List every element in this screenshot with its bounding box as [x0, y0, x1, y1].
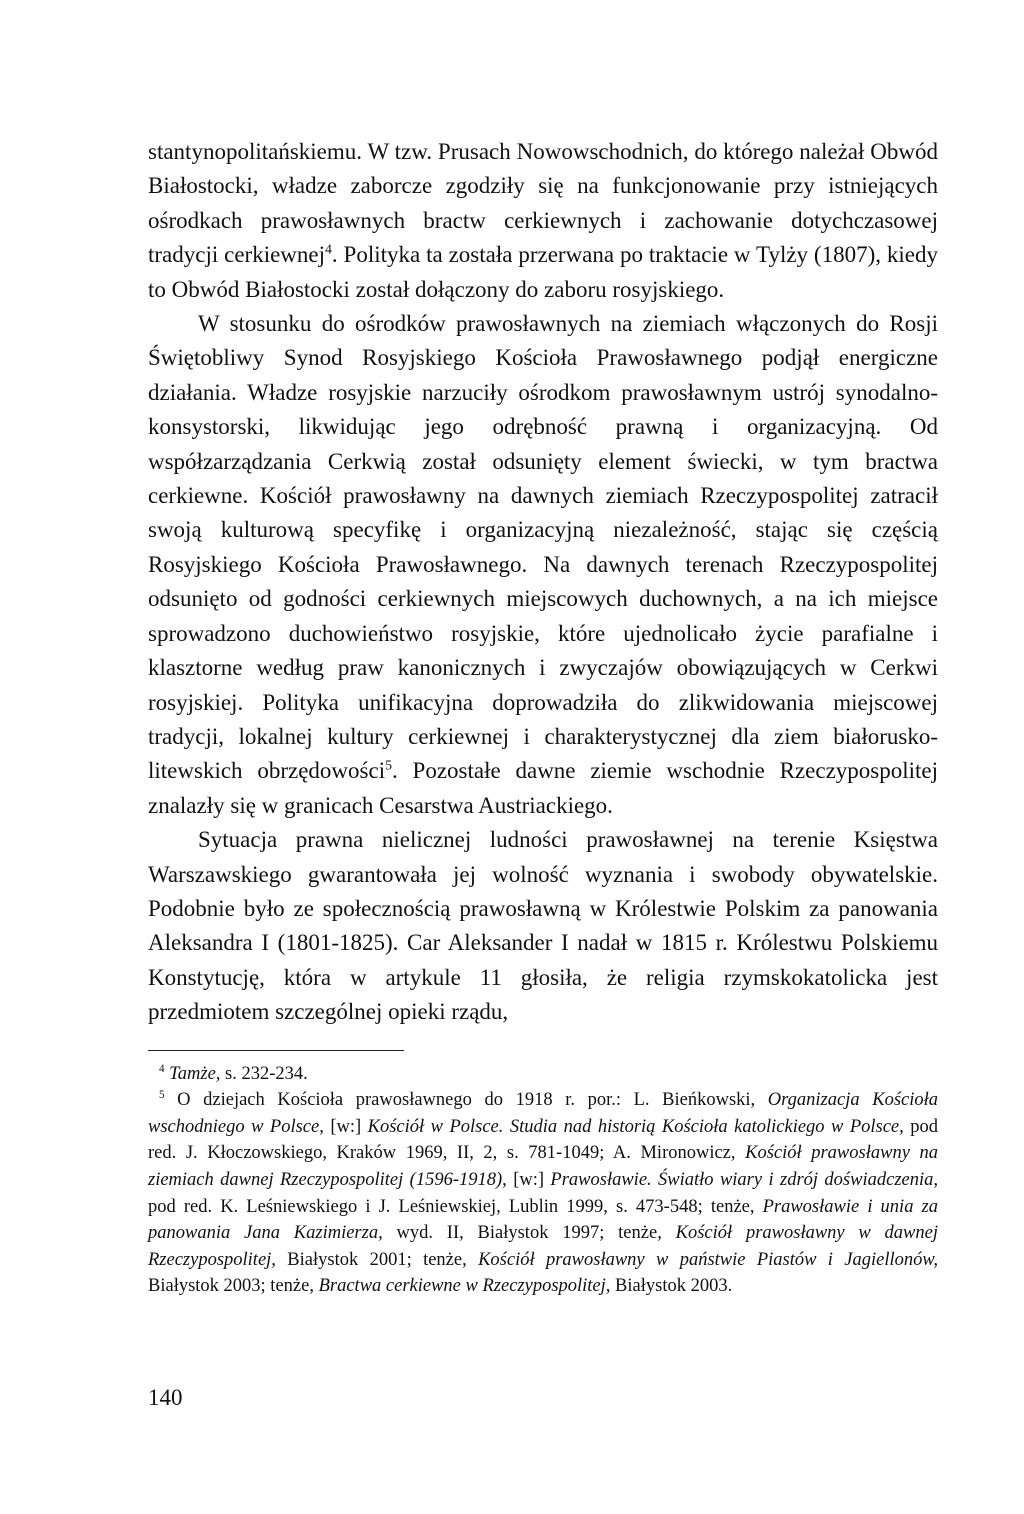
- footnote-4: [148, 1061, 938, 1088]
- body-text: [148, 135, 938, 1030]
- footnote-5-text-2: [w:]: [323, 1116, 368, 1137]
- footnote-5-title-4: Prawosławie. Światło wiary i zdrój doświadczenia,: [550, 1169, 938, 1190]
- footnote-5-text-5: pod red. K. Leśniewskiego i J. Leśniewskiej, Lublin 1999, s. 473-548; tenże,: [148, 1196, 763, 1217]
- footnote-5-title-2: Kościół w Polsce. Studia nad historią Kościoła katolickiego w Polsce,: [367, 1116, 904, 1137]
- footnotes: [148, 1061, 938, 1300]
- footnote-5-text-7: Białystok 2001; tenże,: [275, 1249, 479, 1270]
- footnote-5-text-6: wyd. II, Białystok 1997; tenże,: [382, 1223, 676, 1244]
- footnote-5-text-3: pod red. J. Kłoczowskiego, Kraków 1969, II, 2, s. 781-1049; A. Mironowicz,: [148, 1116, 939, 1164]
- paragraph-1-tail: . Polityka ta została przerwana po traktacie w Tylży (1807), kiedy to Obwód Białostocki został dołączony do zaboru rosyjskiego.: [148, 242, 938, 302]
- footnote-5-text-8: Białystok 2003; tenże,: [148, 1276, 319, 1297]
- footnote-4-mark: 4: [159, 1062, 165, 1075]
- footnote-ref-5: 5: [385, 757, 392, 773]
- footnote-5-title-5: Prawosławie i unia za panowania Jana Kazimierza,: [148, 1196, 938, 1244]
- footnote-4-text: s. 232-234.: [220, 1063, 308, 1084]
- paragraph-2-text: W stosunku do ośrodków prawosławnych na ziemiach włączonych do Rosji Świętobliwy Synod Rosyjskiego Kościoła Prawosławnego podjął energiczne działania. Władze rosyjskie narzuciły ośrodkom prawosławnym ustrój synodalno-konsystorski, likwidując jego odrębność prawną i organizacyjną. Od współzarządzania Cerkwią został odsunięty element świecki, w tym bractwa cerkiewne. Kościół prawosławny na dawnych ziemiach Rzeczypospolitej zatracił swoją kulturową specyfikę i organizacyjną niezależność, stając się częścią Rosyjskiego Kościoła Prawosławnego. Na dawnych terenach Rzeczypospolitej odsunięto od godności cerkiewnych miejscowych duchownych, a na ich miejsce sprowadzono duchowieństwo rosyjskie, które ujednolicało życie parafialne i klasztorne według praw kanonicznych i zwyczajów obowiązujących w Cerkwi rosyjskiej. Polityka unifikacyjna doprowadziła do zlikwidowania miejscowej tradycji, lokalnej kultury cerkiewnej i charakterystycznej dla ziem białorusko-litewskich obrzędowości: [148, 311, 938, 784]
- footnote-5-title-3: Kościół prawosławny na ziemiach dawnej Rzeczypospolitej (1596-1918),: [148, 1143, 938, 1190]
- footnote-5-title-8: Bractwa cerkiewne w Rzeczypospolitej,: [318, 1276, 611, 1297]
- paragraph-1: [148, 135, 938, 307]
- footnote-ref-4: 4: [325, 241, 332, 257]
- paragraph-1-text: stantynopolitańskiemu. W tzw. Prusach Nowowschodnich, do którego należał Obwód Białostocki, władze zaborcze zgodziły się na funkcjonowanie przy istniejących ośrodkach prawosławnych bractw cerkiewnych i zachowanie dotychczasowej tradycji cerkiewnej: [148, 139, 938, 268]
- footnote-4-italic: Tamże,: [169, 1063, 221, 1084]
- footnote-separator: [148, 1050, 404, 1051]
- page-number: 140: [148, 1385, 183, 1410]
- footnote-5: [148, 1087, 938, 1300]
- footnote-5-mark: 5: [159, 1089, 165, 1101]
- paragraph-2: [148, 307, 938, 823]
- paragraph-3: Sytuacja prawna nielicznej ludności prawosławnej na terenie Księstwa Warszawskiego gwarantowała jej wolność wyznania i swobody obywatelskie. Podobnie było ze społecznością prawosławną w Królestwie Polskim za panowania Aleksandra I (1801-1825). Car Aleksander I nadał w 1815 r. Królestwu Polskiemu Konstytucję, która w artykule 11 głosiła, że religia rzymskokatolicka jest przedmiotem szczególnej opieki rządu,: [148, 827, 938, 1025]
- footnote-5-title-7: Kościół prawosławny w państwie Piastów i Jagiellonów,: [478, 1249, 938, 1270]
- footnote-5-title-6: Kościół prawosławny w dawnej Rzeczypospolitej,: [148, 1223, 938, 1270]
- page-content: [148, 135, 938, 1300]
- footnote-5-text-4: [w:]: [506, 1169, 551, 1190]
- footnote-5-text-9: Białystok 2003.: [610, 1276, 733, 1297]
- footnote-5-title-1: Organizacja Kościoła wschodniego w Polsce,: [148, 1090, 939, 1137]
- paragraph-2-tail: . Pozostałe dawne ziemie wschodnie Rzeczypospolitej znalazły się w granicach Cesarstwa Austriackiego.: [148, 758, 938, 818]
- footnote-5-text-1: O dziejach Kościoła prawosławnego do 1918 r. por.: L. Bieńkowski,: [164, 1090, 768, 1111]
